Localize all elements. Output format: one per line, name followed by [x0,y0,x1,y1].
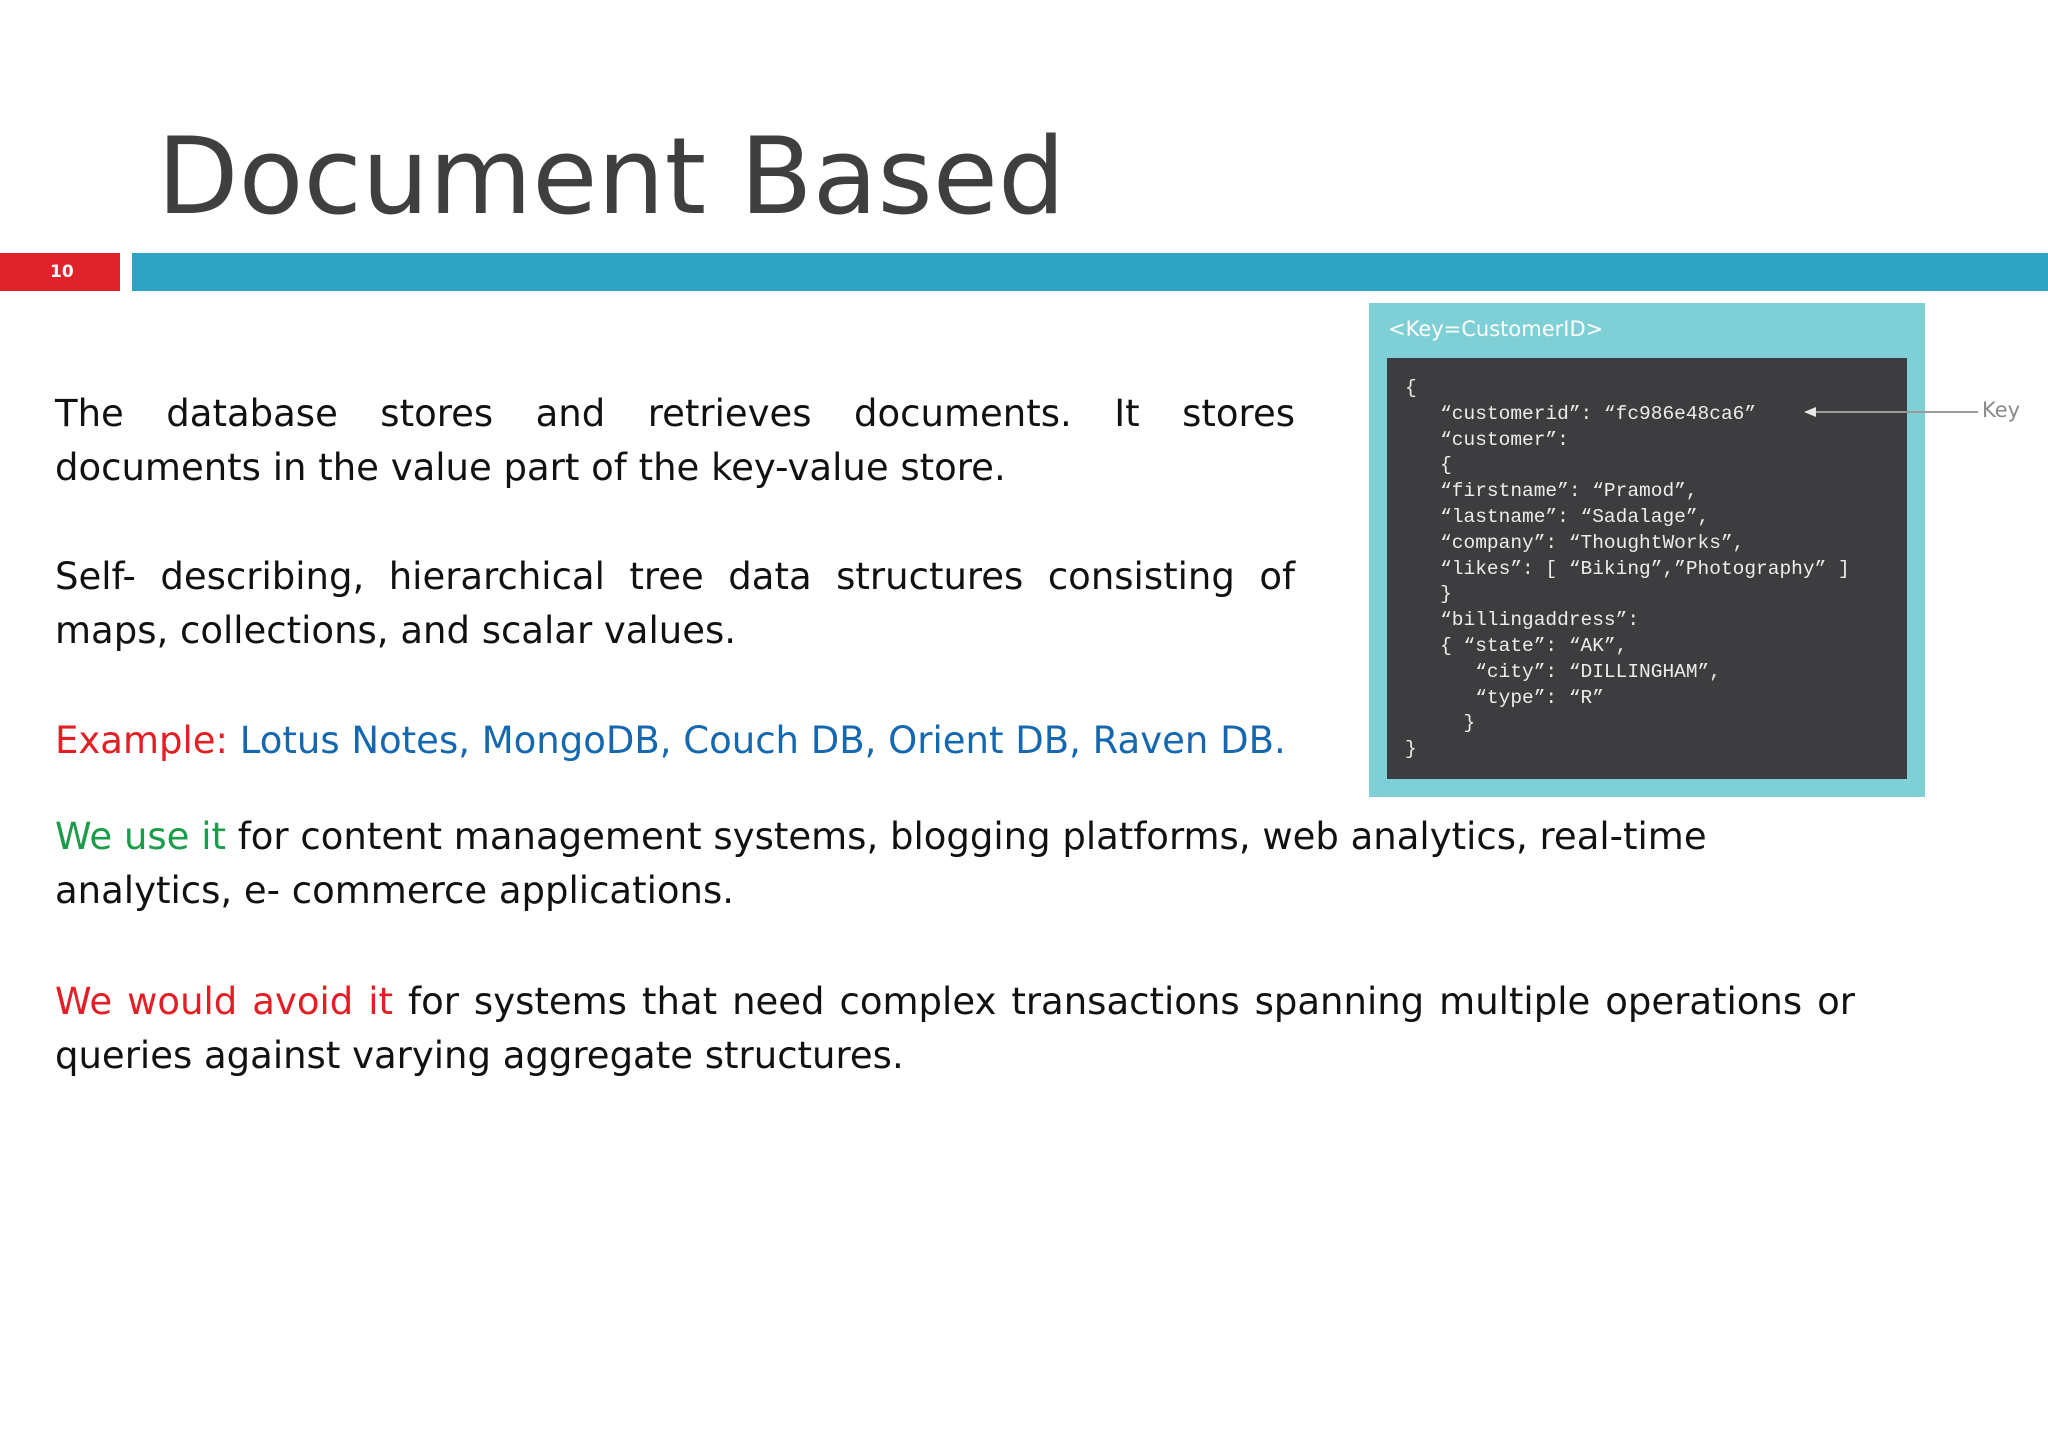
code-line: “customerid”: “fc986e48ca6” [1405,402,1757,425]
code-line: } [1405,738,1417,761]
code-line: } [1405,712,1476,735]
paragraph-avoid-cases [55,975,1855,1083]
avoid-label: We would avoid it [55,980,394,1023]
slide-number: 10 [50,262,74,282]
json-code-panel [1387,358,1907,779]
code-line: } [1405,583,1452,606]
slide-number-badge [0,253,120,291]
example-list: Lotus Notes, MongoDB, Couch DB, Orient DB, Raven DB. [239,719,1286,762]
use-text: for content management systems, blogging platforms, web analytics, real-time analytics, e- commerce applications. [55,815,1707,912]
paragraph-structure: Self- describing, hierarchical tree data structures consisting of maps, collections, and scalar values. [55,555,1295,652]
slide-title: Document Based [157,115,1066,238]
code-line: “firstname”: “Pramod”, [1405,480,1698,503]
title-accent-bar [132,253,2048,291]
code-line: { [1405,454,1452,477]
key-pointer-arrow-icon [1804,404,1978,420]
code-line: “company”: “ThoughtWorks”, [1405,531,1745,554]
code-line: “likes”: [ “Biking”,”Photography” ] [1405,557,1850,580]
code-line: “type”: “R” [1405,686,1604,709]
code-line: “customer”: [1405,428,1569,451]
paragraph-definition: The database stores and retrieves documents. It stores documents in the value part of the key-value store. [55,392,1295,489]
document-example-figure [1369,303,1925,797]
json-document-code [1405,376,1850,763]
code-line: { [1405,377,1417,399]
paragraph-use-cases [55,810,1855,918]
example-label: Example: [55,719,228,762]
avoid-text: for systems that need complex transactions spanning multiple operations or queries against varying aggregate structures. [55,980,1856,1077]
code-line: “lastname”: “Sadalage”, [1405,505,1710,528]
code-line: “city”: “DILLINGHAM”, [1405,660,1721,683]
code-line: { “state”: “AK”, [1405,634,1628,657]
figure-key-title: <Key=CustomerID> [1388,317,1604,341]
key-label: Key [1982,398,2021,422]
use-label: We use it [55,815,226,858]
paragraph-examples [55,714,1355,768]
code-line: “billingaddress”: [1405,609,1640,632]
